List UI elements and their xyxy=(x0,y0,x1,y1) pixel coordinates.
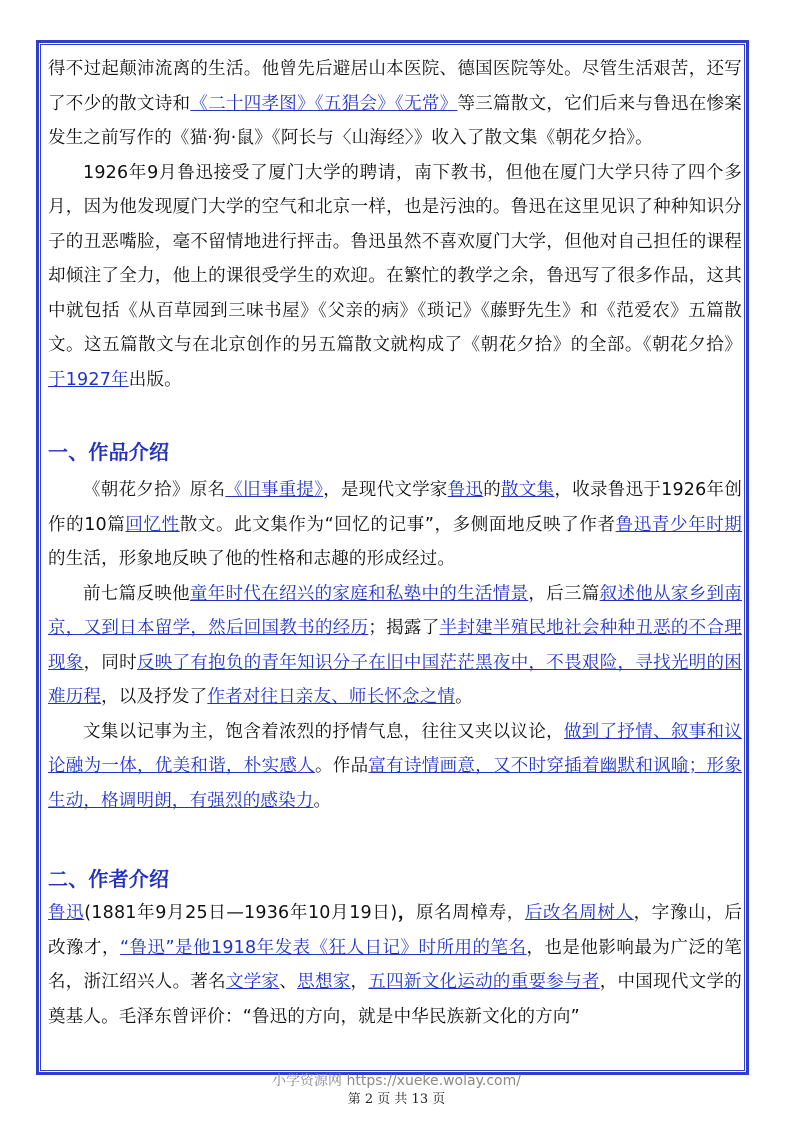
link-youth-period[interactable]: 鲁迅青少年时期 xyxy=(615,514,742,535)
link-yu[interactable]: 于 xyxy=(48,369,66,390)
text-run: 。作品 xyxy=(314,756,369,776)
text-run: 得不过起颠沛流离的生活。他曾先后避居山本医院、德国医院等处。尽管生活艰苦，还写了不少的散文诗和 xyxy=(48,59,742,114)
text-run: ，收录鲁迅于1926年创作的10篇 xyxy=(48,480,743,535)
link-renamed[interactable]: 后改名周树人 xyxy=(524,903,634,923)
link-thinker[interactable]: 思想家 xyxy=(297,972,351,992)
link-luxun-author[interactable]: 鲁迅 xyxy=(48,903,85,923)
text-run: 、 xyxy=(279,972,298,992)
text-run: 散文。此文集作为“回忆的记事”，多侧面地反映了作者 xyxy=(179,514,616,535)
text-run: ，中国现代文学的奠基人。毛泽东曾评价：“鲁迅的方向，就是中华民族新文化的方向” xyxy=(48,972,742,1027)
paragraph-intro-1 xyxy=(48,52,742,156)
text-run: ，后三篇 xyxy=(528,583,600,604)
paragraph-intro-2 xyxy=(48,156,742,398)
link-1927[interactable]: 1927年 xyxy=(65,369,129,390)
link-childhood[interactable]: 童年时代在绍兴的家庭和私塾中的生活情景 xyxy=(189,583,529,604)
text-run: 等三篇散文，它们后来与鲁迅在惨案发生之前写作的《猫·狗·鼠》《阿长与〈山海经〉》收入了散文集《朝花夕拾》。 xyxy=(48,93,743,148)
text-run: 文集以记事为主，饱含着浓烈的抒情气息，往往又夹以议论， xyxy=(83,721,564,742)
watermark-text: 小学资源网 https://xueke.wolay.com/ xyxy=(272,1073,521,1089)
link-society[interactable]: 半封建半殖民地社会种种丑恶的不合理现象 xyxy=(48,618,742,673)
text-run: ， xyxy=(397,903,417,923)
text-run: 《朝花夕拾》原名 xyxy=(83,480,226,500)
link-pen-name[interactable]: “鲁迅”是他1918年发表《狂人日记》时所用的笔名 xyxy=(119,937,527,958)
link-writer[interactable]: 文学家 xyxy=(225,972,280,992)
text-run: 。 xyxy=(455,687,473,707)
link-original-title[interactable]: 《旧事重提》 xyxy=(225,480,324,500)
link-nostalgia[interactable]: 作者对往日亲友、师长怀念之情 xyxy=(207,687,456,707)
paragraph-work-2 xyxy=(48,577,742,715)
text-run: ，同时 xyxy=(83,652,137,673)
link-style[interactable]: 做到了抒情、叙事和议论融为一体，优美和谐，朴实感人 xyxy=(48,721,742,776)
text-run: 的生活，形象地反映了他的性格和志趣的形成经过。 xyxy=(48,549,456,569)
text-run: ， xyxy=(350,972,369,992)
text-run: 前七篇反映他 xyxy=(83,583,190,604)
text-run: 的 xyxy=(483,480,502,500)
text-run: ，也是他影响最为广泛的笔名，浙江绍兴人。著名 xyxy=(48,937,742,992)
text-run: ，以及抒发了 xyxy=(101,687,208,707)
text-run: 原名周樟寿， xyxy=(416,903,525,923)
paragraph-author-1 xyxy=(48,896,742,1034)
section-heading-author: 二、作者介绍 xyxy=(48,867,170,891)
text-run: ，字豫山，后改豫才， xyxy=(48,903,743,958)
paragraph-work-3 xyxy=(48,715,742,819)
page-number: 第 2 页 共 13 页 xyxy=(347,1092,446,1107)
text-run: 1926年9月鲁迅接受了厦门大学的聘请，南下教书，但他在厦门大学只待了四个多月，因为他发现厦门大学的空气和北京一样，也是污浊的。鲁迅在这里见识了种种知识分子的丑恶嘴脸，毫不留情地进行抨击。鲁迅虽然不喜欢厦门大学，但他对自己担任的课程却倾注了全力，他上的课很受学生的欢迎。在繁忙的教学之余，鲁迅写了很多作品，这其中就包括《从百草园到三味书屋》《父亲的病》《琐记》《藤野先生》和《范爱农》五篇散文。这五篇散文与在北京创作的另五篇散文就构成了《朝花夕拾》的全部。《朝花夕拾》 xyxy=(48,162,742,355)
link-features[interactable]: 富有诗情画意，又不时穿插着幽默和讽喻；形象生动，格调明朗，有强烈的感染力 xyxy=(48,756,743,811)
section-heading-work: 一、作品介绍 xyxy=(48,440,170,464)
text-run: (1881年9月25日—1936年10月19日) xyxy=(84,903,398,923)
paragraph-work-1 xyxy=(48,473,742,577)
link-essay-collection[interactable]: 散文集 xyxy=(501,480,555,500)
link-luxun[interactable]: 鲁迅 xyxy=(447,480,484,500)
text-run: 出版。 xyxy=(128,369,182,390)
text-run: 。 xyxy=(313,790,332,811)
link-youth-struggle[interactable]: 反映了有抱负的青年知识分子在旧中国茫茫黑夜中，不畏艰险，寻找光明的困难历程 xyxy=(48,652,742,707)
text-run: ；揭露了 xyxy=(368,618,440,638)
link-reminiscence[interactable]: 回忆性 xyxy=(125,514,180,535)
link-travel-experience[interactable]: 叙述他从家乡到南京，又到日本留学，然后回国教书的经历 xyxy=(48,583,742,638)
text-run: ，是现代文学家 xyxy=(323,480,448,500)
link-may-fourth[interactable]: 五四新文化运动的重要参与者 xyxy=(368,972,600,992)
document-body xyxy=(48,52,742,1034)
link-three-essays[interactable]: 《二十四孝图》《五猖会》《无常》 xyxy=(190,93,458,114)
